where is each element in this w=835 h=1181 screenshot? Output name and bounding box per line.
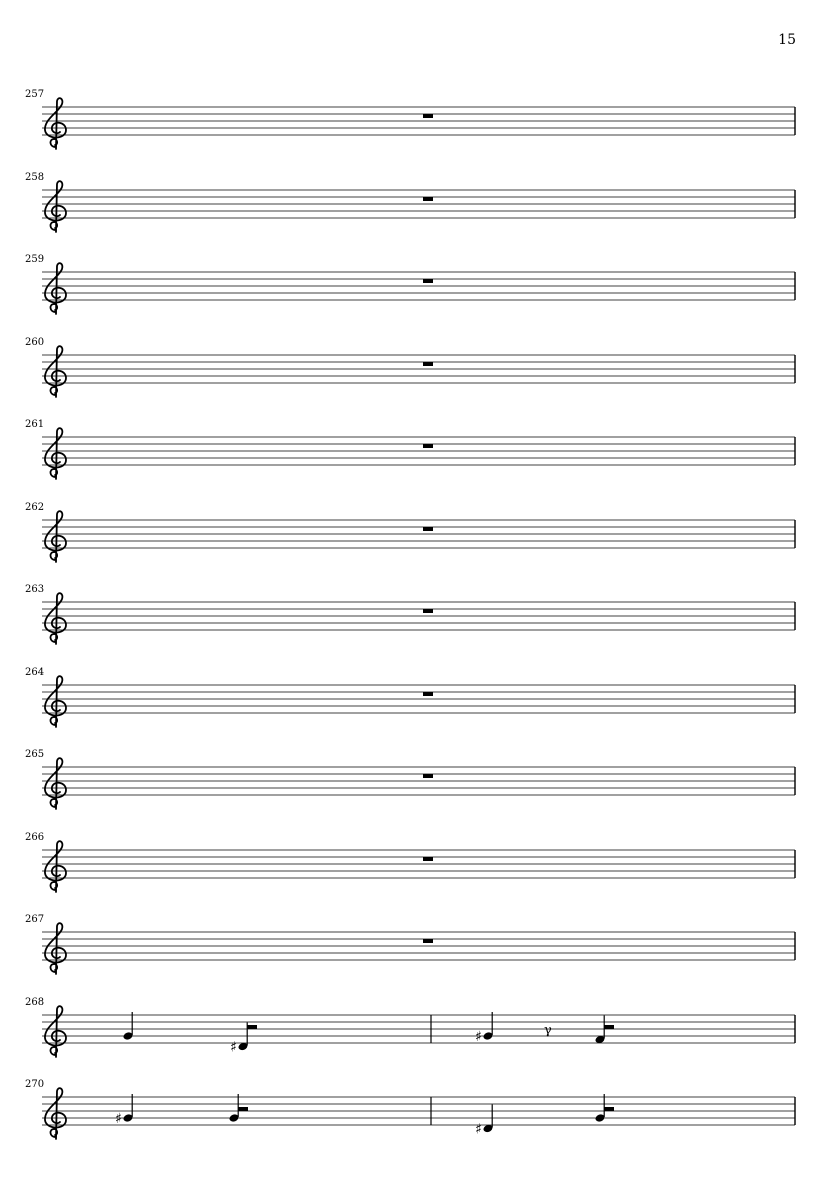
measure-number: 257 [25, 89, 45, 100]
whole-rest-icon [423, 692, 433, 696]
measure-number: 268 [25, 997, 45, 1008]
half-rest-icon [238, 1107, 248, 1111]
staff [0, 915, 835, 997]
staff-system [0, 338, 835, 420]
staff [0, 338, 835, 420]
eighth-rest-icon: γ [544, 1023, 552, 1038]
staff [0, 420, 835, 502]
staff-system [0, 915, 835, 997]
sharp-icon: ♯ [475, 1029, 482, 1045]
note-g4 [475, 1012, 493, 1045]
measure-number: 264 [25, 667, 45, 678]
treble-clef-icon [45, 511, 66, 562]
treble-clef-icon [45, 346, 66, 397]
treble-clef-icon [45, 593, 66, 644]
measure-number: 267 [25, 914, 45, 925]
staff-system [0, 173, 835, 255]
staff [0, 585, 835, 667]
measure-number: 270 [25, 1079, 45, 1090]
staff [0, 255, 835, 337]
staff-system [0, 998, 835, 1080]
measure-number: 260 [25, 337, 45, 348]
staff [0, 750, 835, 832]
staff-system [0, 90, 835, 172]
half-rest-icon [247, 1025, 257, 1029]
staff-system [0, 668, 835, 750]
staff [0, 998, 835, 1080]
sharp-icon: ♯ [475, 1121, 482, 1138]
measure-number: 262 [25, 502, 45, 513]
measure-number: 261 [25, 419, 45, 430]
half-rest-icon [604, 1107, 614, 1111]
treble-clef-icon [45, 263, 66, 314]
whole-rest-icon [423, 857, 433, 861]
measure-number: 259 [25, 254, 45, 265]
measure-number: 263 [25, 584, 45, 595]
treble-clef-icon [45, 428, 66, 479]
page-number: 15 [778, 32, 796, 48]
whole-rest-icon [423, 939, 433, 943]
whole-rest-icon [423, 362, 433, 366]
note-d4 [475, 1105, 493, 1138]
note-g4 [229, 1094, 240, 1123]
whole-rest-icon [423, 609, 433, 613]
measure-number: 266 [25, 832, 45, 843]
staff-system [0, 750, 835, 832]
staff [0, 668, 835, 750]
staff [0, 173, 835, 255]
treble-clef-icon [45, 923, 66, 974]
measure-number: 258 [25, 172, 45, 183]
staff-system [0, 420, 835, 502]
note-g4 [115, 1094, 133, 1127]
treble-clef-icon [45, 841, 66, 892]
sharp-icon: ♯ [115, 1111, 122, 1127]
whole-rest-icon [423, 197, 433, 201]
whole-rest-icon [423, 279, 433, 283]
half-rest-icon [604, 1025, 614, 1029]
staff-system [0, 833, 835, 915]
treble-clef-icon [45, 181, 66, 232]
note-d4 [230, 1023, 248, 1056]
note-g4 [595, 1094, 606, 1123]
staff-system [0, 585, 835, 667]
sharp-icon: ♯ [230, 1039, 237, 1056]
treble-clef-icon [45, 98, 66, 149]
treble-clef-icon [45, 676, 66, 727]
note-f4 [595, 1016, 606, 1045]
staff [0, 1080, 835, 1162]
whole-rest-icon [423, 114, 433, 118]
staff [0, 503, 835, 585]
staff [0, 833, 835, 915]
staff-system [0, 1080, 835, 1162]
treble-clef-icon [45, 1006, 66, 1057]
treble-clef-icon [45, 1088, 66, 1139]
measure-number: 265 [25, 749, 45, 760]
staff-system [0, 255, 835, 337]
whole-rest-icon [423, 444, 433, 448]
treble-clef-icon [45, 758, 66, 809]
note-g4 [123, 1012, 134, 1041]
whole-rest-icon [423, 774, 433, 778]
whole-rest-icon [423, 527, 433, 531]
staff-system [0, 503, 835, 585]
staff [0, 90, 835, 172]
